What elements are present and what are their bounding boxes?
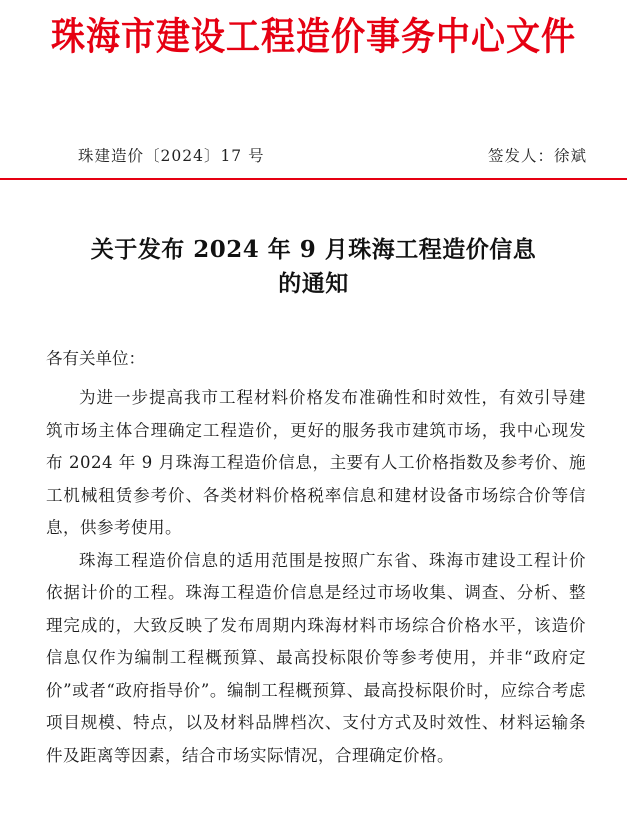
document-masthead: 珠海市建设工程造价事务中心文件 bbox=[51, 14, 576, 60]
body-paragraph: 为进一步提高我市工程材料价格发布准确性和时效性，有效引导建筑市场主体合理确定工程造价，更好的服务我市建筑市场，我中心现发布 2024 年 9 月珠海工程造价信息，主要有人工价格指数及参考价、施工机械租赁参考价、各类材料价格税率信息和建材设备市场综合价等信息，供参考使用。 bbox=[46, 388, 586, 537]
notice-title bbox=[0, 233, 627, 301]
body-paragraph: 珠海工程造价信息的适用范围是按照广东省、珠海市建设工程计价依据计价的工程。珠海工程造价信息是经过市场收集、调查、分析、整理完成的，大致反映了发布周期内珠海材料市场综合价格水平，该造价信息仅作为编制工程概预算、最高投标限价等参考使用，并非“政府定价”或者“政府指导价”。编制工程概预算、最高投标限价时，应综合考虑项目规模、特点，以及材料品牌档次、支付方式及时效性、材料运输条件及距离等因素，结合市场实际情况，合理确定价格。 bbox=[46, 550, 586, 765]
document-number: 珠建造价〔2024〕17 号 bbox=[78, 147, 265, 165]
salutation: 各有关单位： bbox=[46, 349, 145, 368]
notice-body bbox=[46, 382, 586, 772]
notice-title-line-1: 关于发布 2024 年 9 月珠海工程造价信息 bbox=[90, 236, 537, 263]
red-divider-line bbox=[0, 178, 627, 180]
document-header-line bbox=[0, 144, 627, 168]
signer: 签发人：徐斌 bbox=[487, 147, 587, 165]
notice-title-line-2: 的通知 bbox=[278, 270, 349, 297]
